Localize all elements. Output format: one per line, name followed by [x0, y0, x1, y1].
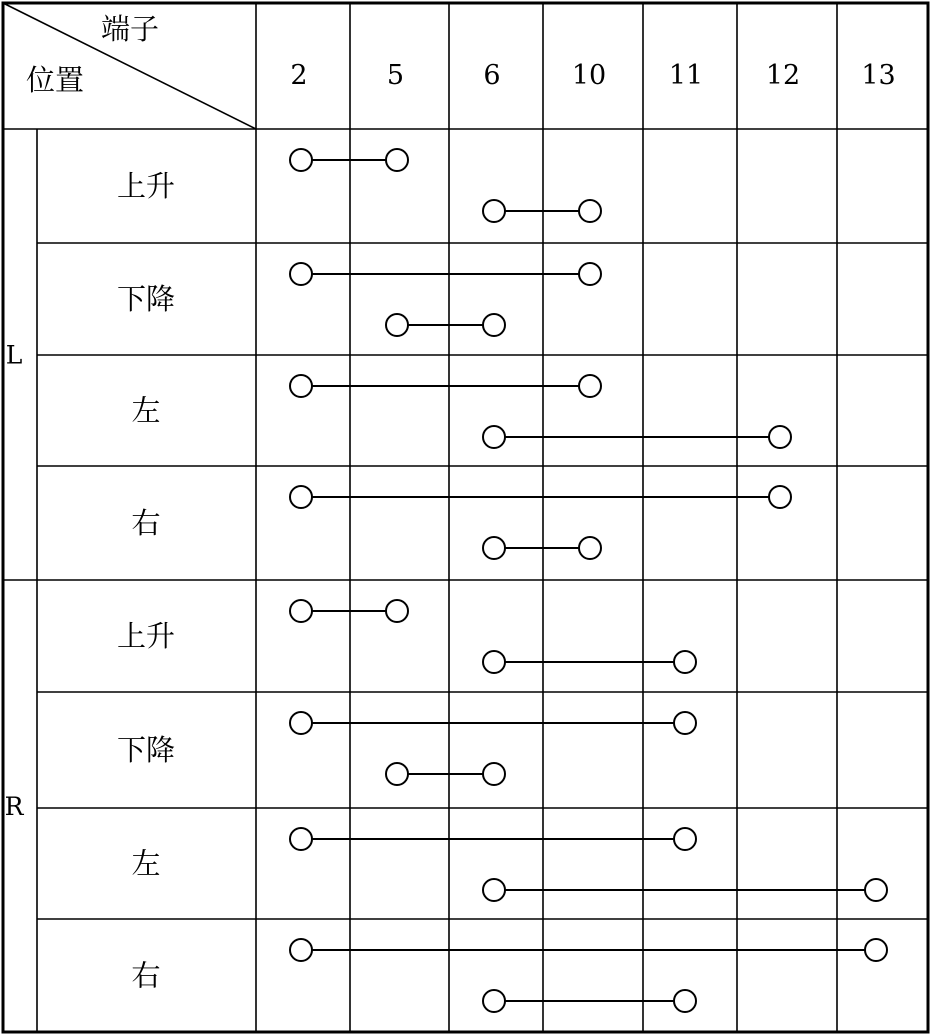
row-label: 下降: [116, 733, 176, 767]
terminal-node: [386, 314, 408, 336]
terminal-header-6: 6: [483, 60, 501, 91]
row-label: 左: [131, 846, 161, 881]
terminal-node: [386, 763, 408, 785]
row-label: 右: [131, 506, 161, 540]
terminal-header-12: 12: [765, 60, 801, 91]
terminal-header-11: 11: [668, 60, 704, 91]
terminal-node: [483, 651, 505, 673]
corner-label-position: 位置: [25, 63, 85, 97]
terminal-node: [769, 486, 791, 508]
terminal-node: [674, 990, 696, 1012]
terminal-header-13: 13: [861, 60, 896, 91]
terminal-node: [290, 828, 312, 850]
row-label: 右: [131, 958, 161, 993]
row-label: 左: [131, 393, 161, 428]
terminal-node: [483, 200, 505, 222]
terminal-node: [483, 763, 505, 785]
terminal-header-2: 2: [290, 60, 308, 91]
group-label-L: L: [5, 340, 23, 370]
terminal-node: [290, 712, 312, 734]
terminal-node: [674, 712, 696, 734]
terminal-node: [579, 200, 601, 222]
terminal-node: [290, 939, 312, 961]
group-label-R: R: [4, 792, 24, 821]
terminal-node: [865, 939, 887, 961]
terminal-node: [579, 537, 601, 559]
terminal-node: [290, 486, 312, 508]
terminal-node: [483, 426, 505, 448]
terminal-node: [386, 600, 408, 622]
corner-label-terminal: 端子: [100, 12, 160, 46]
terminal-node: [290, 263, 312, 285]
table-header: [26, 12, 896, 97]
row-label: 上升: [116, 169, 176, 203]
terminal-node: [290, 375, 312, 397]
terminal-node: [483, 314, 505, 336]
terminal-node: [290, 600, 312, 622]
terminal-node: [865, 879, 887, 901]
terminal-header-5: 5: [386, 60, 405, 91]
terminal-header-10: 10: [571, 60, 607, 91]
terminal-node: [674, 651, 696, 673]
terminal-node: [674, 828, 696, 850]
terminal-node: [579, 263, 601, 285]
terminal-node: [483, 537, 505, 559]
terminal-node: [579, 375, 601, 397]
terminal-node: [483, 879, 505, 901]
terminal-node: [386, 149, 408, 171]
row-label: 上升: [116, 619, 176, 653]
terminal-node: [290, 149, 312, 171]
row-label: 下降: [116, 282, 176, 316]
terminal-node: [483, 990, 505, 1012]
terminal-node: [769, 426, 791, 448]
